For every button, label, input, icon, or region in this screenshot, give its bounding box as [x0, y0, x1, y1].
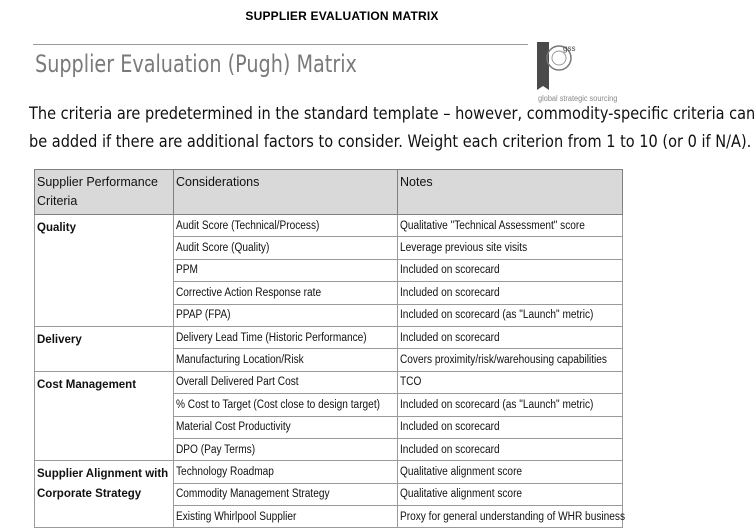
criteria-cell: Quality: [35, 215, 174, 327]
note-cell: Qualitative alignment score: [398, 461, 623, 483]
note-cell: Included on scorecard: [398, 438, 623, 460]
note-cell: Included on scorecard: [398, 259, 623, 281]
consideration-cell: Corrective Action Response rate: [174, 282, 398, 304]
slide-heading: Supplier Evaluation (Pugh) Matrix: [35, 50, 357, 78]
consideration-cell: PPAP (FPA): [174, 304, 398, 326]
header-notes: Notes: [398, 170, 623, 215]
company-logo: [535, 40, 627, 106]
consideration-cell: Commodity Management Strategy: [174, 483, 398, 505]
evaluation-matrix-table: [34, 169, 626, 528]
consideration-cell: Existing Whirlpool Supplier: [174, 506, 398, 528]
note-cell: Included on scorecard (as "Launch" metric): [398, 394, 623, 416]
consideration-cell: Technology Roadmap: [174, 461, 398, 483]
table-header-row: [35, 170, 623, 215]
table-row: [35, 461, 623, 483]
consideration-cell: DPO (Pay Terms): [174, 438, 398, 460]
intro-line: The criteria are predetermined in the standard template – however, commodity-specific criteria can: [29, 104, 755, 124]
header-considerations: Considerations: [174, 170, 398, 215]
intro-text: [29, 100, 755, 156]
document-title: SUPPLIER EVALUATION MATRIX: [245, 9, 439, 23]
note-cell: Included on scorecard: [398, 416, 623, 438]
note-cell: Covers proximity/risk/warehousing capabilities: [398, 349, 623, 371]
header-criteria: Supplier Performance Criteria: [35, 170, 174, 215]
consideration-cell: % Cost to Target (Cost close to design target): [174, 394, 398, 416]
consideration-cell: Manufacturing Location/Risk: [174, 349, 398, 371]
note-cell: TCO: [398, 371, 623, 393]
note-cell: Included on scorecard: [398, 282, 623, 304]
table-row: [35, 215, 623, 237]
intro-line: be added if there are additional factors to consider. Weight each criterion from 1 to 10 (or 0 if N/A).: [29, 132, 752, 152]
criteria-cell: Supplier Alignment with Corporate Strategy: [35, 461, 174, 528]
note-cell: Qualitative alignment score: [398, 483, 623, 505]
note-cell: Included on scorecard: [398, 326, 623, 348]
consideration-cell: Audit Score (Quality): [174, 237, 398, 259]
logo-tagline: global strategic sourcing: [538, 94, 618, 103]
table-row: [35, 371, 623, 393]
heading-rule: [33, 44, 528, 45]
criteria-cell: Cost Management: [35, 371, 174, 461]
table-row: [35, 326, 623, 348]
note-cell: Included on scorecard (as "Launch" metric): [398, 304, 623, 326]
consideration-cell: Audit Score (Technical/Process): [174, 215, 398, 237]
consideration-cell: Delivery Lead Time (Historic Performance): [174, 326, 398, 348]
note-cell: Qualitative "Technical Assessment" score: [398, 215, 623, 237]
consideration-cell: Material Cost Productivity: [174, 416, 398, 438]
criteria-cell: Delivery: [35, 326, 174, 371]
note-cell: Proxy for general understanding of WHR business: [398, 506, 623, 528]
slide: [25, 36, 755, 527]
consideration-cell: Overall Delivered Part Cost: [174, 371, 398, 393]
consideration-cell: PPM: [174, 259, 398, 281]
note-cell: Leverage previous site visits: [398, 237, 623, 259]
logo-abbr: gss: [563, 44, 576, 53]
